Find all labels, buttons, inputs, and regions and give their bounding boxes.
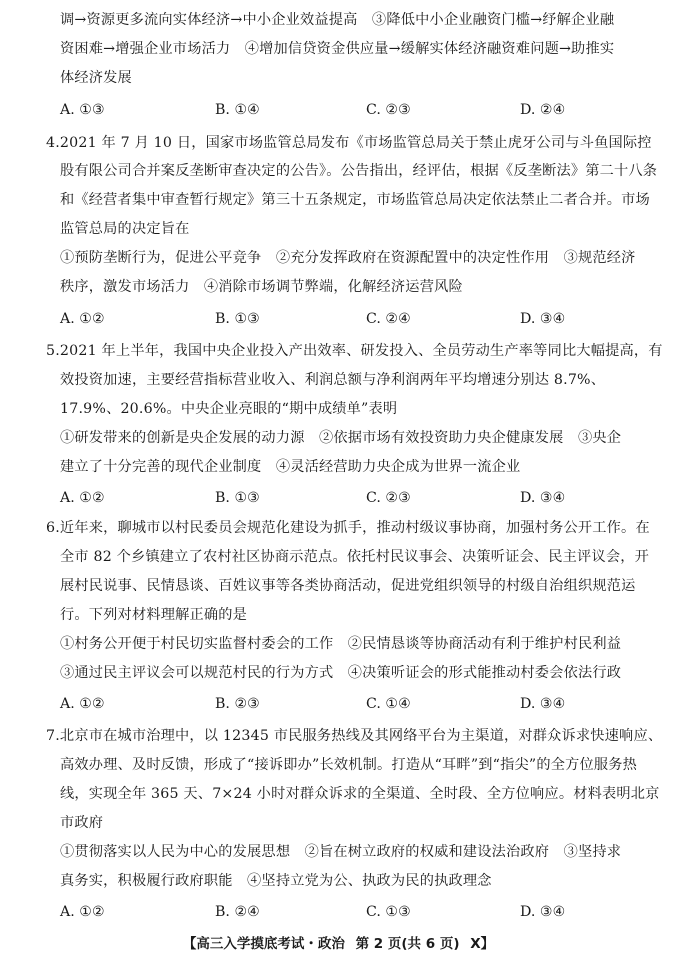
q4-line-2: 股有限公司合并案反垄断审查决定的公告》。公告指出，经评估，根据《反垄断法》第二十八条 bbox=[60, 163, 658, 179]
q7-option-a: A. ①② bbox=[60, 904, 105, 920]
q3-option-a: A. ①③ bbox=[60, 102, 105, 118]
q7-line-5: ①贯彻落实以人民为中心的发展思想 ②旨在树立政府的权威和建设法治政府 ③坚持求 bbox=[60, 844, 622, 860]
q4-option-c: C. ②④ bbox=[366, 311, 411, 327]
q5-line-3: 17.9%、20.6%。中央企业亮眼的“期中成绩单”表明 bbox=[60, 401, 398, 417]
footer-page-info: 第 2 页(共 6 页) bbox=[355, 936, 460, 952]
q3-line-3: 体经济发展 bbox=[60, 70, 132, 86]
footer-exam-title: 【高三入学摸底考试・政治 bbox=[182, 936, 345, 952]
q5-line-4: ①研发带来的创新是央企发展的动力源 ②依据市场有效投资助力央企健康发展 ③央企 bbox=[60, 430, 622, 446]
q4-option-b: B. ①③ bbox=[215, 311, 260, 327]
q7-line-3: 线，实现全年 365 天、7×24 小时对群众诉求的全渠道、全时段、全方位响应。材料表明北京 bbox=[60, 786, 660, 802]
q5-line-1: 5.2021 年上半年，我国中央企业投入产出效率、研发投入、全员劳动生产率等同比大幅提高，有 bbox=[46, 343, 663, 359]
q7-option-b: B. ②④ bbox=[215, 904, 260, 920]
q6-line-6: ③通过民主评议会可以规范村民的行为方式 ④决策听证会的形式能推动村委会依法行政 bbox=[60, 665, 622, 681]
q5-line-2: 效投资加速，主要经营指标营业收入、利润总额与净利润两年平均增速分别达 8.7%、 bbox=[60, 372, 606, 388]
q5-option-b: B. ①③ bbox=[215, 490, 260, 506]
q5-line-5: 建立了十分完善的现代企业制度 ④灵活经营助力央企成为世界一流企业 bbox=[60, 459, 521, 475]
q4-line-3: 和《经营者集中审查暂行规定》第三十五条规定，市场监管总局决定依法禁止二者合并。市场 bbox=[60, 192, 650, 208]
q5-option-d: D. ③④ bbox=[520, 490, 566, 506]
q4-line-6: 秩序，激发市场活力 ④消除市场调节弊端，化解经济运营风险 bbox=[60, 279, 463, 295]
q4-option-a: A. ①② bbox=[60, 311, 105, 327]
q4-option-d: D. ③④ bbox=[520, 311, 566, 327]
footer-code: X】 bbox=[470, 936, 495, 952]
q7-line-4: 市政府 bbox=[60, 815, 104, 831]
q5-option-c: C. ②③ bbox=[366, 490, 411, 506]
q6-line-3: 展村民说事、民情恳谈、百姓议事等各类协商活动，促进党组织领导的村级自治组织规范运 bbox=[60, 578, 636, 594]
q6-option-a: A. ①② bbox=[60, 696, 105, 712]
q7-line-1: 7.北京市在城市治理中，以 12345 市民服务热线及其网络平台为主渠道，对群众诉求快速响应、 bbox=[46, 728, 663, 744]
q4-line-1: 4.2021 年 7 月 10 日，国家市场监管总局发布《市场监管总局关于禁止虎牙公司与斗鱼国际控 bbox=[46, 135, 652, 151]
q7-line-6: 真务实，积极履行政府职能 ④坚持立党为公、执政为民的执政理念 bbox=[60, 873, 492, 889]
q4-line-5: ①预防垄断行为，促进公平竞争 ②充分发挥政府在资源配置中的决定性作用 ③规范经济 bbox=[60, 250, 636, 266]
q3-line-2: 资困难→增强企业市场活力 ④增加信贷资金供应量→缓解实体经济融资难问题→助推实 bbox=[60, 41, 615, 57]
q6-option-c: C. ①④ bbox=[366, 696, 411, 712]
page-footer bbox=[0, 932, 677, 952]
q3-line-1: 调→资源更多流向实体经济→中小企业效益提高 ③降低中小企业融资门槛→纾解企业融 bbox=[60, 12, 615, 28]
q6-line-5: ①村务公开便于村民切实监督村委会的工作 ②民情恳谈等协商活动有利于维护村民利益 bbox=[60, 636, 622, 652]
q5-option-a: A. ①② bbox=[60, 490, 105, 506]
q6-line-4: 行。下列对材料理解正确的是 bbox=[60, 607, 248, 623]
q3-option-d: D. ②④ bbox=[520, 102, 566, 118]
q6-line-1: 6.近年来，聊城市以村民委员会规范化建设为抓手，推动村级议事协商，加强村务公开工作。在 bbox=[46, 520, 650, 536]
q6-line-2: 全市 82 个乡镇建立了农村社区协商示范点。依托村民议事会、决策听证会、民主评议会，开 bbox=[60, 549, 649, 565]
q3-option-b: B. ①④ bbox=[215, 102, 260, 118]
q4-line-4: 监管总局的决定旨在 bbox=[60, 221, 190, 237]
q6-option-d: D. ③④ bbox=[520, 696, 566, 712]
q7-line-2: 高效办理、及时反馈，形成了“接诉即办”长效机制。打造从“耳畔”到“指尖”的全方位服务热 bbox=[60, 757, 638, 773]
q3-option-c: C. ②③ bbox=[366, 102, 411, 118]
q6-option-b: B. ②③ bbox=[215, 696, 260, 712]
q7-option-d: D. ③④ bbox=[520, 904, 566, 920]
q7-option-c: C. ①③ bbox=[366, 904, 411, 920]
